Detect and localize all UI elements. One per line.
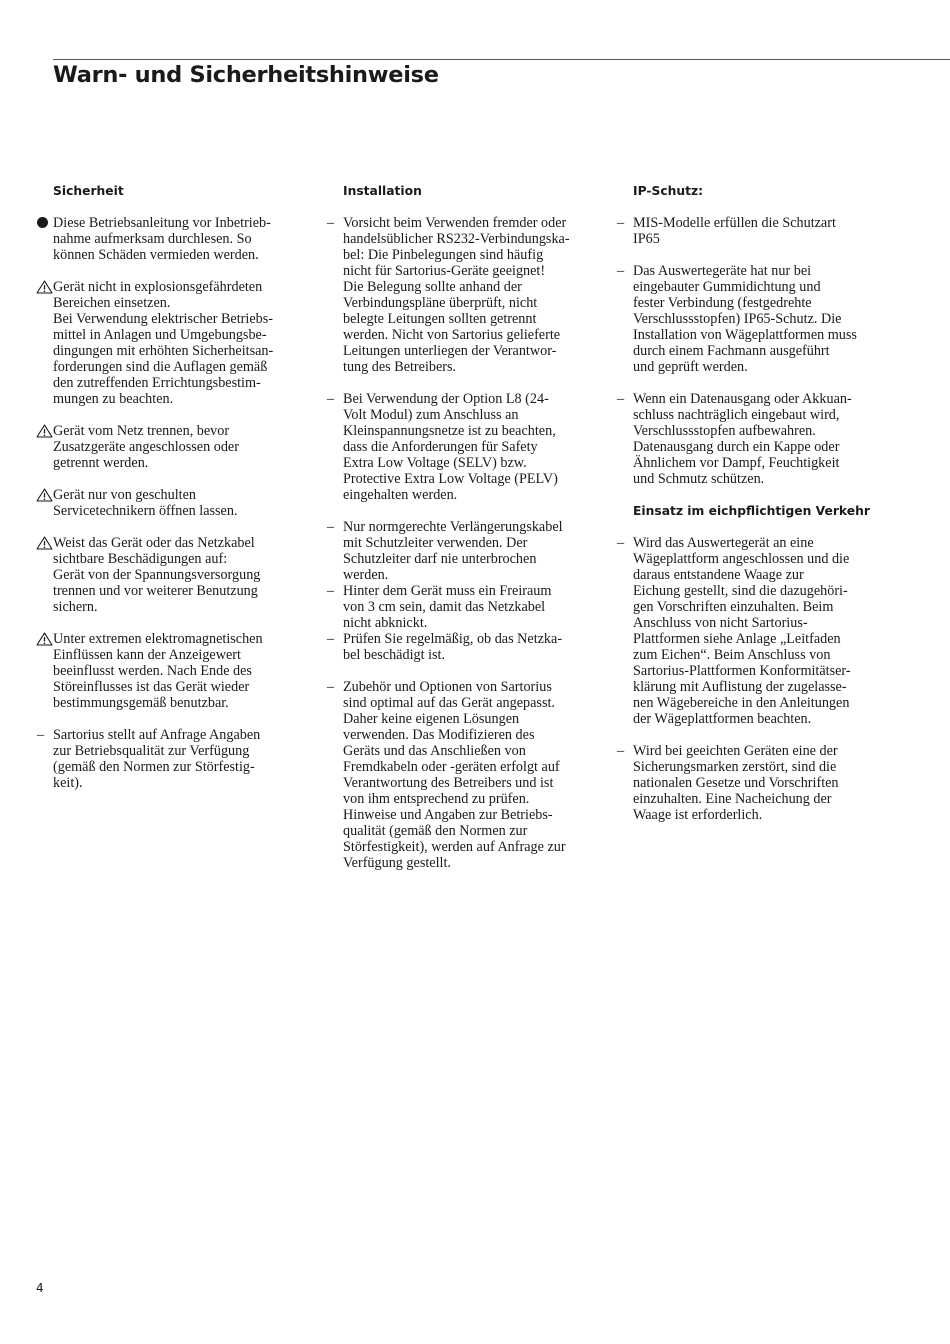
text-line: Nur normgerechte Verlängerungskabel bbox=[343, 519, 563, 535]
text-line: Verbindungspläne überprüft, nicht bbox=[343, 295, 538, 311]
text-line: Datenausgang durch ein Kappe oder bbox=[633, 439, 840, 455]
warning-triangle-icon bbox=[36, 280, 53, 294]
column-ip-schutz bbox=[616, 183, 878, 839]
text-line: schluss nachträglich eingebaut wird, bbox=[633, 407, 840, 423]
text-line: Die Belegung sollte anhand der bbox=[343, 279, 522, 295]
text-line: Geräts und das Anschließen von bbox=[343, 743, 526, 759]
section-heading: Sicherheit bbox=[53, 184, 124, 198]
section-subheading: Einsatz im eichpflichtigen Verkehr bbox=[633, 504, 870, 518]
text-line: nen Wägebereiche in den Anleitungen bbox=[633, 695, 850, 711]
text-line: handelsüblicher RS232-Verbindungska- bbox=[343, 231, 570, 247]
text-line: Protective Extra Low Voltage (PELV) bbox=[343, 471, 558, 487]
text-line: qualität (gemäß den Normen zur bbox=[343, 823, 528, 839]
text-line: Bei Verwendung der Option L8 (24- bbox=[343, 391, 549, 407]
text-line: von ihm entsprechend zu prüfen. bbox=[343, 791, 530, 807]
text-line: von 3 cm sein, damit das Netzkabel bbox=[343, 599, 546, 615]
warning-triangle-icon bbox=[36, 536, 53, 550]
list-item bbox=[326, 215, 588, 375]
text-line: belegte Leitungen sollten getrennt bbox=[343, 311, 537, 327]
text-line: Das Auswertegeräte hat nur bei bbox=[633, 263, 812, 279]
text-line: einzuhalten. Eine Nacheichung der bbox=[633, 791, 832, 807]
warning-triangle-icon bbox=[36, 424, 53, 438]
text-line: forderungen sind die Auflagen gemäß bbox=[53, 359, 268, 375]
dash-marker bbox=[616, 535, 633, 551]
text-line: werden. Nicht von Sartorius gelieferte bbox=[343, 327, 561, 343]
text-line: Bereichen einsetzen. bbox=[53, 295, 171, 311]
text-line: Ähnlichem vor Dampf, Feuchtigkeit bbox=[633, 455, 840, 471]
text-line: getrennt werden. bbox=[53, 455, 149, 471]
text-line: Verantwortung des Betreibers und ist bbox=[343, 775, 554, 791]
text-line: der Wägeplattformen beachten. bbox=[633, 711, 812, 727]
dash-marker bbox=[326, 519, 343, 535]
text-line: Plattformen siehe Anlage „Leitfaden bbox=[633, 631, 841, 647]
text-line: Anschluss von nicht Sartorius- bbox=[633, 615, 808, 631]
text-line: Diese Betriebsanleitung vor Inbetrieb- bbox=[53, 215, 271, 231]
dash-marker bbox=[326, 583, 343, 599]
text-line: bel: Die Pinbelegungen sind häufig bbox=[343, 247, 544, 263]
dash-marker bbox=[326, 631, 343, 647]
text-line: mittel in Anlagen und Umgebungsbe- bbox=[53, 327, 267, 343]
text-line: beeinflusst werden. Nach Ende des bbox=[53, 663, 252, 679]
text-line: werden. bbox=[343, 567, 389, 583]
text-line: Störeinflusses ist das Gerät wieder bbox=[53, 679, 250, 695]
text-line: Zubehör und Optionen von Sartorius bbox=[343, 679, 552, 695]
text-line: eingehalten werden. bbox=[343, 487, 458, 503]
text-line: fester Verbindung (festgedrehte bbox=[633, 295, 812, 311]
text-line: Sicherungsmarken zerstört, sind die bbox=[633, 759, 837, 775]
text-line: tung des Betreibers. bbox=[343, 359, 457, 375]
list-item bbox=[326, 583, 588, 631]
text-line: nicht für Sartorius-Geräte geeignet! bbox=[343, 263, 546, 279]
dash-marker bbox=[616, 215, 633, 231]
text-line: Hinweise und Angaben zur Betriebs- bbox=[343, 807, 553, 823]
list-item bbox=[616, 263, 878, 375]
text-line: Prüfen Sie regelmäßig, ob das Netzka- bbox=[343, 631, 563, 647]
list-item bbox=[36, 631, 298, 711]
text-line: sichern. bbox=[53, 599, 98, 615]
text-line: Eichung gestellt, sind die dazugehöri- bbox=[633, 583, 848, 599]
section-heading: Installation bbox=[343, 184, 422, 198]
text-line: Waage ist erforderlich. bbox=[633, 807, 763, 823]
warning-triangle-icon bbox=[36, 632, 53, 646]
text-line: Unter extremen elektromagnetischen bbox=[53, 631, 263, 647]
text-line: nicht abknickt. bbox=[343, 615, 428, 631]
text-line: den zutreffenden Errichtungsbestim- bbox=[53, 375, 261, 391]
page-number: 4 bbox=[36, 1281, 44, 1295]
list-item bbox=[36, 423, 298, 471]
list-item bbox=[616, 215, 878, 247]
text-line: Zusatzgeräte angeschlossen oder bbox=[53, 439, 239, 455]
text-line: eingebauter Gummidichtung und bbox=[633, 279, 821, 295]
dash-marker bbox=[616, 391, 633, 407]
text-line: Volt Modul) zum Anschluss an bbox=[343, 407, 519, 423]
text-line: sind optimal auf das Gerät angepasst. bbox=[343, 695, 555, 711]
text-line: Wägeplattform angeschlossen und die bbox=[633, 551, 850, 567]
text-line: Weist das Gerät oder das Netzkabel bbox=[53, 535, 255, 551]
dash-marker bbox=[326, 391, 343, 407]
bullet-dot-icon bbox=[36, 215, 53, 231]
list-item bbox=[36, 279, 298, 407]
text-line: Daher keine eigenen Lösungen bbox=[343, 711, 520, 727]
text-line: keit). bbox=[53, 775, 83, 791]
section-heading: IP-Schutz: bbox=[633, 184, 704, 198]
column-installation bbox=[326, 183, 588, 887]
text-line: Bei Verwendung elektrischer Betriebs- bbox=[53, 311, 273, 327]
text-line: Vorsicht beim Verwenden fremder oder bbox=[343, 215, 567, 231]
text-line: mit Schutzleiter verwenden. Der bbox=[343, 535, 528, 551]
text-line: Extra Low Voltage (SELV) bzw. bbox=[343, 455, 527, 471]
text-line: daraus entstandene Waage zur bbox=[633, 567, 804, 583]
text-line: verwenden. Das Modifizieren des bbox=[343, 727, 535, 743]
text-line: Sartorius stellt auf Anfrage Angaben bbox=[53, 727, 261, 743]
text-line: bel beschädigt ist. bbox=[343, 647, 446, 663]
top-rule bbox=[53, 59, 950, 60]
text-line: bestimmungsgemäß benutzbar. bbox=[53, 695, 229, 711]
dash-marker bbox=[36, 727, 53, 743]
text-line: Kleinspannungsnetze ist zu beachten, bbox=[343, 423, 556, 439]
text-line: können Schäden vermieden werden. bbox=[53, 247, 259, 263]
text-line: Wird bei geeichten Geräten eine der bbox=[633, 743, 838, 759]
text-line: Schutzleiter darf nie unterbrochen bbox=[343, 551, 537, 567]
text-line: mungen zu beachten. bbox=[53, 391, 174, 407]
column-sicherheit bbox=[36, 183, 298, 807]
text-line: IP65 bbox=[633, 231, 660, 247]
list-item bbox=[36, 487, 298, 519]
text-line: zum Eichen“. Beim Anschluss von bbox=[633, 647, 831, 663]
list-item bbox=[326, 631, 588, 663]
text-line: Störfestigkeit), werden auf Anfrage zur bbox=[343, 839, 566, 855]
dash-marker bbox=[616, 263, 633, 279]
text-line: klärung mit Auflistung der zugelasse- bbox=[633, 679, 847, 695]
text-line: Fremdkabeln oder -geräten erfolgt auf bbox=[343, 759, 560, 775]
text-line: nationalen Gesetze und Vorschriften bbox=[633, 775, 839, 791]
text-line: sichtbare Beschädigungen auf: bbox=[53, 551, 228, 567]
list-item bbox=[616, 391, 878, 487]
dash-marker bbox=[326, 679, 343, 695]
text-line: (gemäß den Normen zur Störfestig- bbox=[53, 759, 255, 775]
text-line: trennen und vor weiterer Benutzung bbox=[53, 583, 258, 599]
text-line: durch einem Fachmann ausgeführt bbox=[633, 343, 830, 359]
text-line: nahme aufmerksam durchlesen. So bbox=[53, 231, 252, 247]
text-line: gen Vorschriften einzuhalten. Beim bbox=[633, 599, 834, 615]
list-item bbox=[326, 519, 588, 583]
dash-marker bbox=[616, 743, 633, 759]
text-line: Verschlussstopfen aufbewahren. bbox=[633, 423, 816, 439]
text-line: MIS-Modelle erfüllen die Schutzart bbox=[633, 215, 836, 231]
text-line: Einflüssen kann der Anzeigewert bbox=[53, 647, 241, 663]
list-item bbox=[36, 215, 298, 263]
warning-triangle-icon bbox=[36, 488, 53, 502]
list-item bbox=[616, 535, 878, 727]
list-item bbox=[616, 743, 878, 823]
list-item bbox=[326, 391, 588, 503]
list-item bbox=[36, 727, 298, 791]
text-line: Verschlussstopfen) IP65-Schutz. Die bbox=[633, 311, 842, 327]
text-line: Sartorius-Plattformen Konformitätser- bbox=[633, 663, 851, 679]
text-line: und geprüft werden. bbox=[633, 359, 748, 375]
text-line: Hinter dem Gerät muss ein Freiraum bbox=[343, 583, 552, 599]
text-line: Wenn ein Datenausgang oder Akkuan- bbox=[633, 391, 852, 407]
text-line: und Schmutz schützen. bbox=[633, 471, 765, 487]
text-line: Gerät von der Spannungsversorgung bbox=[53, 567, 261, 583]
dash-marker bbox=[326, 215, 343, 231]
text-line: Leitungen unterliegen der Verantwor- bbox=[343, 343, 557, 359]
text-line: zur Betriebsqualität zur Verfügung bbox=[53, 743, 250, 759]
list-item bbox=[36, 535, 298, 615]
text-line: dass die Anforderungen für Safety bbox=[343, 439, 538, 455]
text-line: Gerät vom Netz trennen, bevor bbox=[53, 423, 230, 439]
text-line: Gerät nur von geschulten bbox=[53, 487, 197, 503]
text-line: dingungen mit erhöhten Sicherheitsan- bbox=[53, 343, 274, 359]
page-title: Warn- und Sicherheitshinweise bbox=[53, 62, 439, 88]
text-line: Verfügung gestellt. bbox=[343, 855, 451, 871]
text-line: Gerät nicht in explosionsgefährdeten bbox=[53, 279, 263, 295]
list-item bbox=[326, 679, 588, 871]
text-line: Servicetechnikern öffnen lassen. bbox=[53, 503, 238, 519]
text-line: Wird das Auswertegerät an eine bbox=[633, 535, 814, 551]
text-line: Installation von Wägeplattformen muss bbox=[633, 327, 857, 343]
